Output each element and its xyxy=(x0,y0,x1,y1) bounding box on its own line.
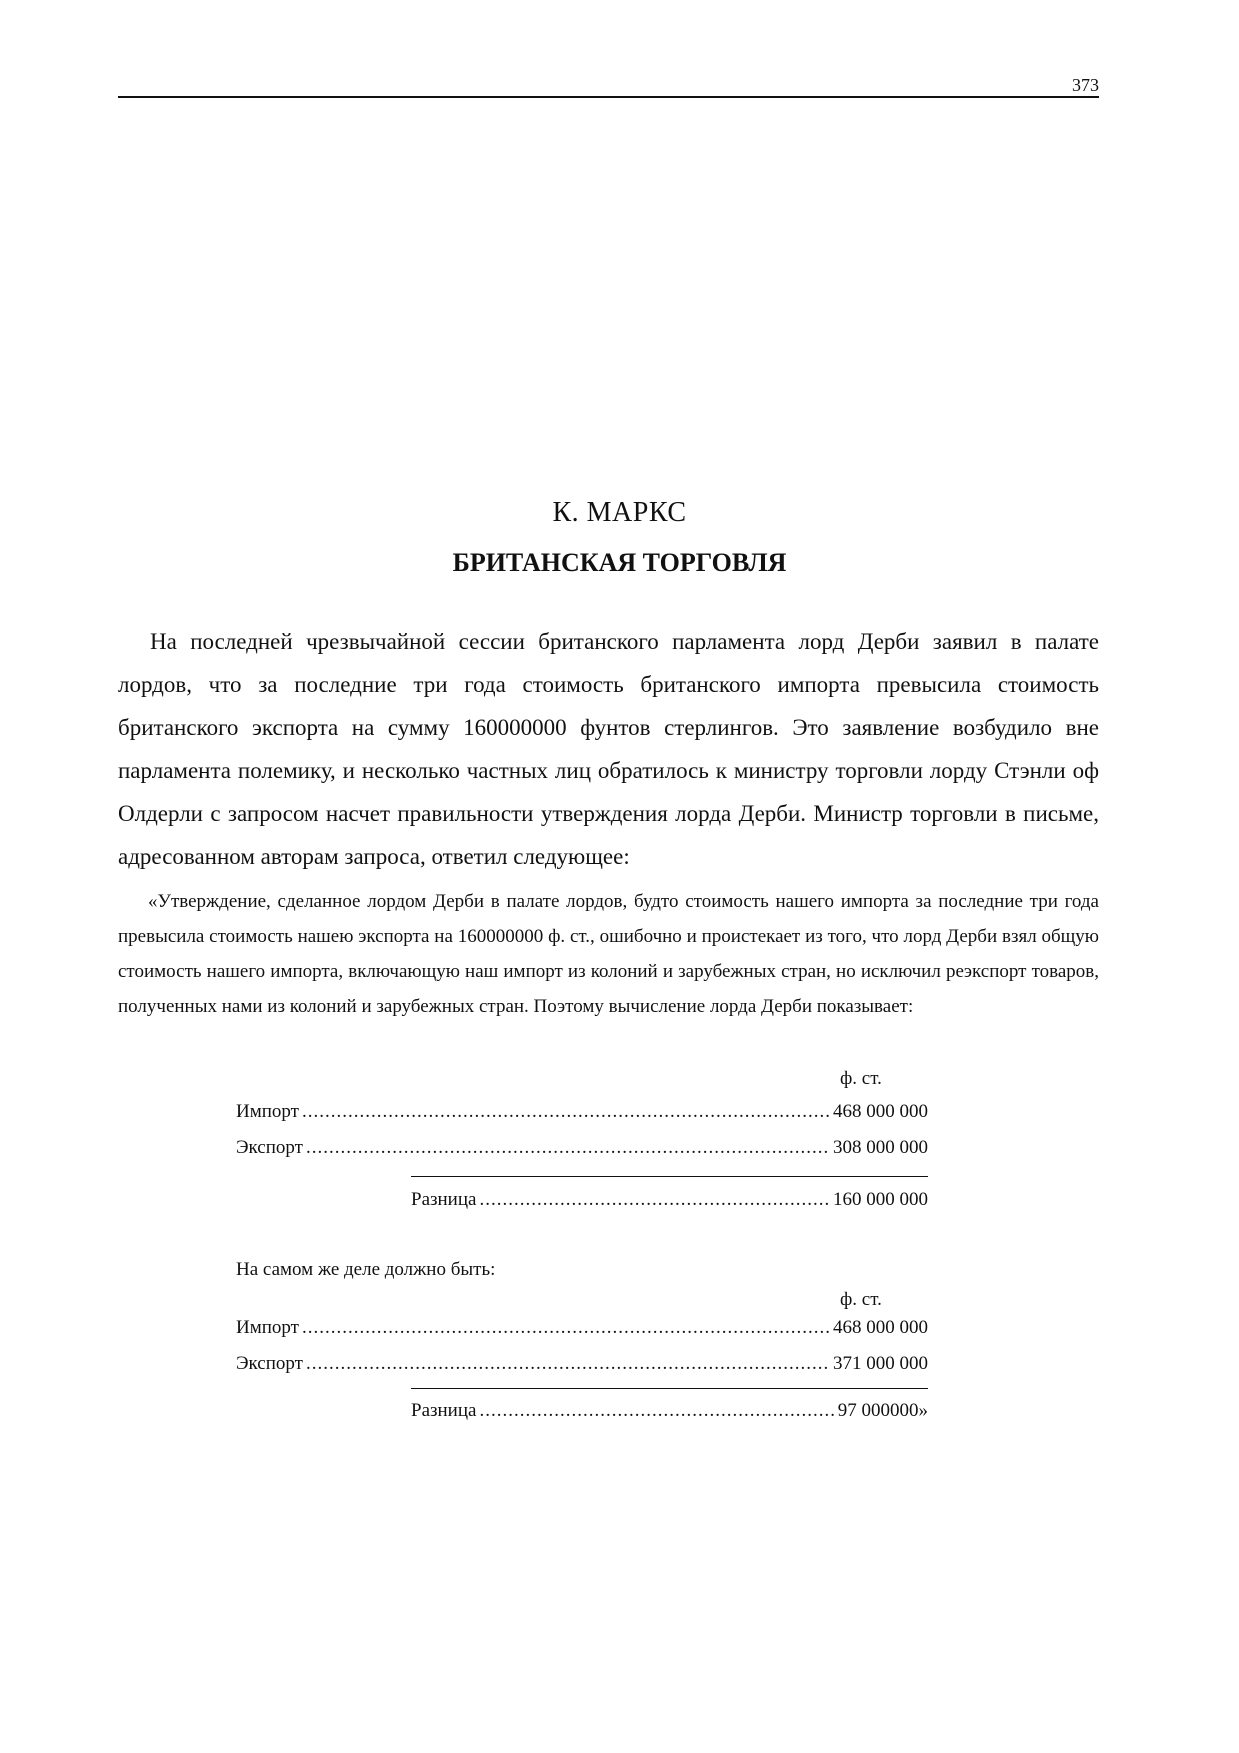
table1-unit-header: ф. ст. xyxy=(840,1068,882,1089)
page-number: 373 xyxy=(1072,75,1099,95)
dot-leader xyxy=(479,1399,834,1423)
row-label: Импорт xyxy=(236,1317,299,1338)
table1-row-import xyxy=(236,1100,928,1124)
table2-unit-header: ф. ст. xyxy=(840,1289,882,1310)
row-value: 97 000000» xyxy=(837,1400,928,1421)
row-value: 308 000 000 xyxy=(833,1137,928,1158)
row-value: 468 000 000 xyxy=(833,1317,928,1338)
row-label: Разница xyxy=(411,1400,477,1421)
table2-row-export xyxy=(236,1352,928,1376)
dot-leader xyxy=(306,1136,830,1160)
author-name: К. МАРКС xyxy=(552,497,687,528)
table2-row-import xyxy=(236,1316,928,1340)
intermediate-text: На самом же деле должно быть: xyxy=(236,1259,496,1280)
quotation-paragraph: «Утверждение, сделанное лордом Дерби в палате лордов, будто стоимость нашего импорта за последние три года превысила стоимость нашею экспорта на 160000000 ф. ст., ошибочно и проистекает из того, что лорд Дерби взял общую стоимость нашего импорта, включающую наш импорт из колоний и зарубежных стран, но исключил реэкспорт товаров, полученных нами из колоний и зарубежных стран. Поэтому вычисление лорда Дерби показывает: xyxy=(118,891,1099,1017)
row-label: Экспорт xyxy=(236,1353,303,1374)
article-title: БРИТАНСКАЯ ТОРГОВЛЯ xyxy=(452,548,787,577)
dot-leader xyxy=(479,1188,830,1212)
row-label: Разница xyxy=(411,1189,477,1210)
running-header xyxy=(118,76,1099,98)
table1-row-export xyxy=(236,1136,928,1160)
row-value: 160 000 000 xyxy=(833,1189,928,1210)
dot-leader xyxy=(302,1100,830,1124)
body-paragraph: На последней чрезвычайной сессии британского парламента лорд Дерби заявил в палате лордов, что за последние три года стоимость британского импорта превысила стоимость британского экспорта на сумму 160000000 фунтов стерлингов. Это заявление возбудило вне парламента полемику, и несколько частных лиц обратилось к министру торговли лорду Стэнли оф Олдерли с запросом насчет правильности утверждения лорда Дерби. Министр торговли в письме, адресованном авторам запроса, ответил следующее: xyxy=(118,629,1099,869)
dot-leader xyxy=(306,1352,830,1376)
row-value: 371 000 000 xyxy=(833,1353,928,1374)
table2-row-difference xyxy=(411,1399,928,1423)
row-label: Экспорт xyxy=(236,1137,303,1158)
row-label: Импорт xyxy=(236,1101,299,1122)
dot-leader xyxy=(302,1316,830,1340)
table1-sum-rule xyxy=(411,1176,928,1177)
row-value: 468 000 000 xyxy=(833,1101,928,1122)
table2-sum-rule xyxy=(411,1388,928,1389)
table1-row-difference xyxy=(411,1188,928,1212)
